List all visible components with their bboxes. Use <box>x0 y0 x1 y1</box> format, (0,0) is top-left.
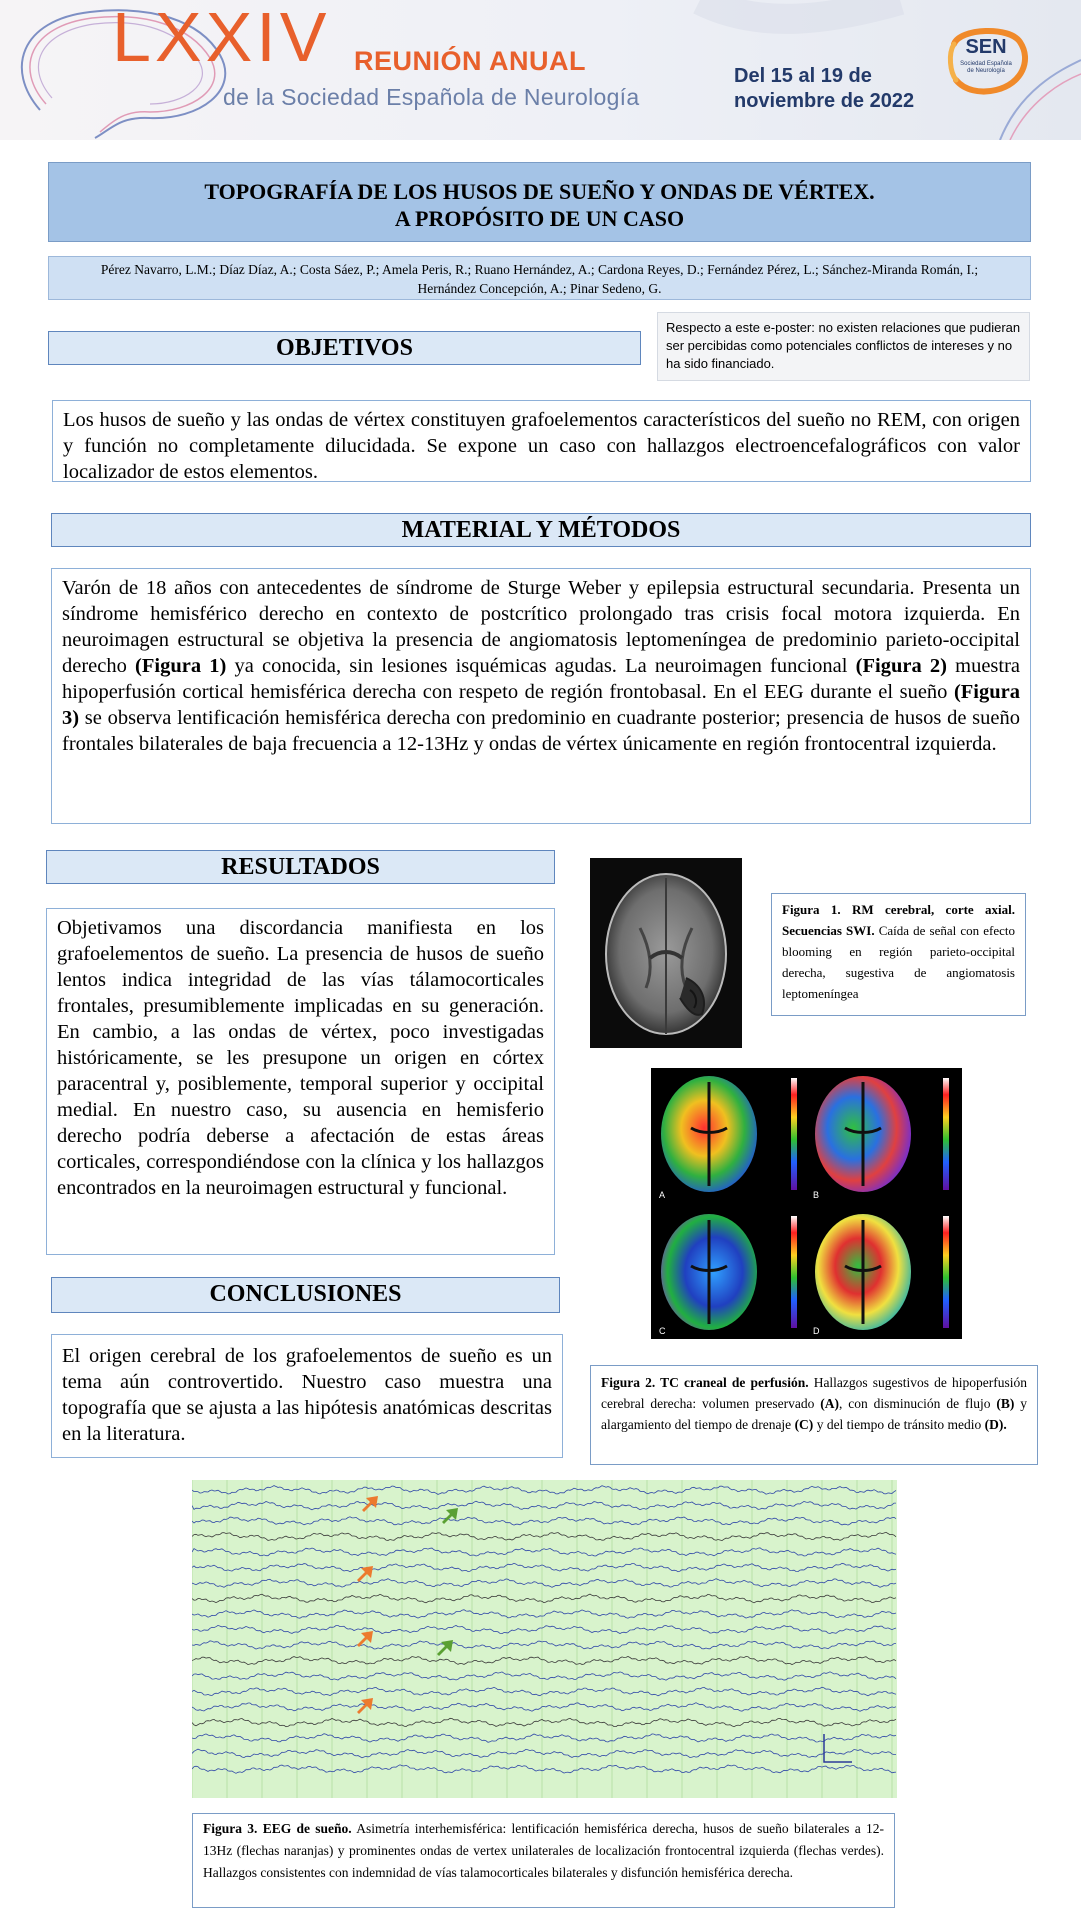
figura-2-label-b: (B) <box>996 1396 1015 1411</box>
eeg-tracing <box>192 1480 897 1798</box>
sen-logo-text: SEN <box>965 36 1007 58</box>
authors <box>48 256 1031 300</box>
panel-label-c: C <box>659 1326 666 1336</box>
eeg-channel-trace <box>192 1501 896 1510</box>
eeg-channel-trace <box>192 1486 896 1495</box>
spindle-arrow-4 <box>357 1698 373 1714</box>
eeg-channel-trace <box>192 1579 896 1588</box>
figura-1-title: Figura 1. RM cerebral, corte axial. Secuencias SWI. <box>782 902 1015 938</box>
eeg-channel-trace <box>192 1563 896 1571</box>
conclusiones-heading: CONCLUSIONES <box>51 1277 560 1313</box>
eeg-channel-trace <box>192 1749 896 1758</box>
figura-1-text: Caída de señal con efecto blooming en región parieto-occipital derecha, sugestiva de angiomatosis leptomeníngea <box>782 923 1016 1001</box>
figura-2-title: Figura 2. TC craneal de perfusión. <box>601 1375 809 1390</box>
congress-number: LXXIV <box>112 0 331 76</box>
resultados-text: Objetivamos una discordancia manifiesta en los grafoelementos de sueño. La presencia de husos de sueño lentos indica integridad de las vías tálamocorticales frontales, presumiblemente implicadas en su generación. En cambio, a las ondas de vértex, poco investigadas históricamente, se les presupone un origen en córtex paracentral y, posiblemente, temporal superior y occipital medial. En nuestro caso, su ausencia en hemisferio derecho podría deberse a afectación de estas áreas corticales, correspondiéndose con la clínica y los hallazgos encontrados en la neuroimagen estructural y funcional. <box>46 908 555 1255</box>
title-line-2: A PROPÓSITO DE UN CASO <box>394 206 685 231</box>
spindle-arrow-1 <box>362 1496 378 1512</box>
eeg-channel-trace <box>192 1718 896 1726</box>
figura-3-eeg-image <box>192 1480 897 1798</box>
figura-2-text-2: , con disminución de flujo <box>839 1396 997 1411</box>
figura-2-text-3: y alargamiento del tiempo de drenaje <box>601 1396 1028 1432</box>
perfusion-panel-c <box>661 1214 797 1330</box>
objetivos-heading: OBJETIVOS <box>48 331 641 365</box>
header-banner <box>0 0 1081 140</box>
eeg-channel-trace <box>192 1594 896 1603</box>
material-metodos-text <box>51 568 1031 824</box>
objetivos-text: Los husos de sueño y las ondas de vértex constituyen grafoelementos característicos del sueño no REM, con origen y función no completamente dilucidada. Se expone un caso con hallazgos electroencefalográficos con valor localizador de estos elementos. <box>52 400 1031 482</box>
dates-line-2: noviembre de 2022 <box>734 90 915 112</box>
eeg-channel-trace <box>192 1687 896 1696</box>
society-name: de la Sociedad Española de Neurología <box>223 84 640 110</box>
figura-1-caption <box>771 893 1026 1016</box>
eeg-channel-trace <box>192 1532 896 1540</box>
material-text-1: Varón de 18 años con antecedentes de síndrome de Sturge Weber y epilepsia estructural secundaria. Presenta un síndrome hemisférico derecho en contexto de postcrítico prolongado tras crisis focal motora izquierda. En neuroimagen estructural se objetiva la presencia de angiomatosis leptomeníngea de predominio parieto-occipital derecho <box>62 577 1020 677</box>
poster-title <box>48 162 1031 242</box>
panel-label-a: A <box>659 1190 666 1200</box>
material-metodos-heading: MATERIAL Y MÉTODOS <box>51 513 1031 547</box>
eeg-channel-trace <box>192 1703 896 1712</box>
figura-2-label-a: (A) <box>820 1396 839 1411</box>
panel-label-b: B <box>813 1190 820 1200</box>
figura-1-mri-image <box>590 858 742 1048</box>
eeg-channel-trace <box>192 1517 896 1525</box>
eeg-channel-trace <box>192 1641 896 1649</box>
figura-2-label-c: (C) <box>794 1417 814 1432</box>
eeg-channel-trace <box>192 1765 896 1774</box>
panel-label-d: D <box>813 1326 820 1336</box>
eeg-channel-trace <box>192 1657 896 1665</box>
conflict-disclaimer: Respecto a este e-poster: no existen relaciones que pudieran ser percibidas como potenciales conflictos de intereses y no ha sido financiado. <box>657 312 1030 381</box>
sen-logo <box>940 24 1032 98</box>
congress-dates <box>734 64 914 114</box>
figura-2-label-d: (D). <box>984 1417 1007 1432</box>
eeg-channel-trace <box>192 1625 896 1633</box>
figura-3-reference: (Figura 3) <box>62 681 1020 729</box>
eeg-channel-trace <box>192 1734 896 1743</box>
eeg-channel-trace <box>192 1672 896 1680</box>
vertex-arrow-1 <box>442 1508 458 1524</box>
figura-3-title: Figura 3. EEG de sueño. <box>203 1821 352 1836</box>
eeg-channel-trace <box>192 1548 896 1556</box>
perfusion-panel-a <box>661 1076 797 1192</box>
vertex-arrow-2 <box>437 1640 453 1656</box>
figura-3-caption <box>192 1813 895 1908</box>
figura-3-text: Asimetría interhemisférica: lentificación hemisférica derecha, husos de sueño bilaterales a 12-13Hz (flechas naranjas) y prominentes ondas de vertex unilaterales de localización frontocentral izquierda (flechas verdes). Hallazgos consistentes con indemnidad de vías talamocorticales bilaterales y disfunción hemisférica derecha. <box>203 1821 884 1880</box>
sen-logo-subtext <box>940 61 1032 75</box>
material-text-2: ya conocida, sin lesiones isquémicas agudas. La neuroimagen funcional <box>226 655 856 677</box>
meeting-title: REUNIÓN ANUAL <box>354 46 586 76</box>
eeg-scale-bar <box>824 1734 852 1762</box>
figura-2-ct-perfusion-image <box>651 1068 962 1339</box>
perfusion-panel-d <box>815 1214 949 1330</box>
authors-line-1: Pérez Navarro, L.M.; Díaz Díaz, A.; Costa Sáez, P.; Amela Peris, R.; Ruano Hernández, A.; Cardona Reyes, D.; Fernández Pérez, L.; Sánchez-Miranda Román, I.; <box>100 262 979 277</box>
figura-1-reference: (Figura 1) <box>135 655 227 677</box>
figura-2-reference: (Figura 2) <box>855 655 947 677</box>
resultados-heading: RESULTADOS <box>46 850 555 884</box>
title-line-1: TOPOGRAFÍA DE LOS HUSOS DE SUEÑO Y ONDAS DE VÉRTEX. <box>204 179 875 204</box>
authors-line-2: Hernández Concepción, A.; Pinar Sedeno, G. <box>417 281 662 296</box>
figura-2-text-4: y del tiempo de tránsito medio <box>813 1417 985 1432</box>
dates-line-1: Del 15 al 19 de <box>734 65 872 87</box>
conclusiones-text: El origen cerebral de los grafoelementos de sueño es un tema aún controvertido. Nuestro caso muestra una topografía que se ajusta a las hipótesis anatómicas descritas en la literatura. <box>51 1334 563 1458</box>
material-text-3: muestra hipoperfusión cortical hemisférica derecha con respeto de región frontobasal. En el EEG durante el sueño <box>62 655 1021 703</box>
sen-logo-subtext-1: Sociedad Española <box>960 61 1012 67</box>
spindle-arrow-3 <box>357 1631 373 1647</box>
eeg-channel-trace <box>192 1610 896 1619</box>
sen-logo-subtext-2: de Neurología <box>967 68 1005 74</box>
figura-2-text-1: Hallazgos sugestivos de hipoperfusión cerebral derecha: volumen preservado <box>601 1375 1028 1411</box>
perfusion-panel-b <box>815 1076 949 1192</box>
figura-2-caption <box>590 1365 1038 1465</box>
material-text-4: se observa lentificación hemisférica derecha con predominio en cuadrante posterior; presencia de husos de sueño frontales bilaterales de baja frecuencia a 12-13Hz y ondas de vértex únicamente en región frontocentral izquierda. <box>62 707 1020 755</box>
